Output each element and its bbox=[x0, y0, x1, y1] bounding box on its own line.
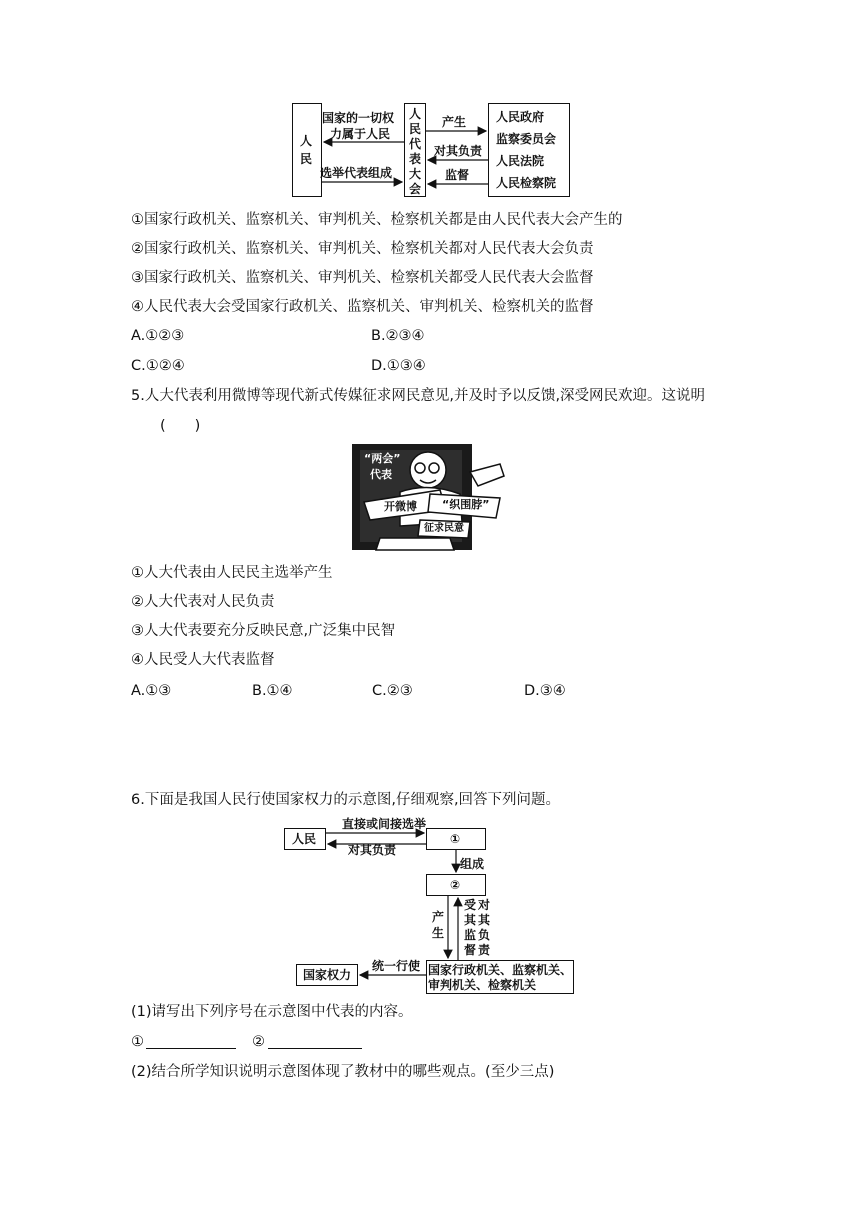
label-responsible: 对其负责 bbox=[434, 144, 483, 158]
q6-blank1-label: ① bbox=[131, 1034, 144, 1050]
q5-choice-c[interactable]: C.②③ bbox=[372, 683, 413, 699]
supervise-char-4: 督 bbox=[464, 943, 477, 957]
congress-char-3: 代 bbox=[409, 137, 422, 151]
responsible-char-3: 负 bbox=[478, 928, 491, 942]
label-direct-indirect-election: 直接或间接选举 bbox=[342, 817, 427, 831]
q5-choice-b[interactable]: B.①④ bbox=[252, 683, 293, 699]
label-power-belongs-1: 国家的一切权 bbox=[322, 111, 395, 125]
people-label-2: 人民 bbox=[292, 832, 317, 846]
q5-stem: 5.人大代表利用微博等现代新式传媒征求网民意见,并及时予以反馈,深受网民欢迎。这说明 bbox=[131, 388, 706, 404]
label-compose: 组成 bbox=[460, 857, 485, 871]
congress-char-2: 民 bbox=[409, 122, 422, 136]
q4-option-3: ③国家行政机关、监察机关、审判机关、检察机关都受人民代表大会监督 bbox=[131, 270, 594, 286]
organ-government: 人民政府 bbox=[496, 110, 545, 124]
organ-supervision: 监察委员会 bbox=[496, 132, 557, 146]
supervise-char-3: 监 bbox=[464, 928, 477, 942]
supervise-char-1: 受 bbox=[464, 898, 477, 912]
produce-char-2: 生 bbox=[432, 926, 445, 940]
cartoon-label-deputy: 代表 bbox=[370, 468, 392, 481]
congress-char-5: 大 bbox=[409, 167, 422, 181]
organ-court: 人民法院 bbox=[496, 154, 545, 168]
organ-procuratorate: 人民检察院 bbox=[496, 176, 557, 190]
q4-option-1: ①国家行政机关、监察机关、审判机关、检察机关都是由人民代表大会产生的 bbox=[131, 212, 623, 228]
cartoon-label-weave-scarf: “织围脖” bbox=[442, 498, 490, 511]
people-char-2: 民 bbox=[300, 152, 313, 166]
q6-blank1-line[interactable] bbox=[146, 1048, 236, 1049]
q5-answer-paren: ( ) bbox=[160, 418, 201, 434]
state-organs-line-2: 审判机关、检察机关 bbox=[428, 978, 537, 992]
box-1-label: ① bbox=[450, 832, 461, 846]
q5-option-4: ④人民受人大代表监督 bbox=[131, 652, 275, 668]
supervise-char-2: 其 bbox=[464, 913, 477, 927]
label-elect-deputies: 选举代表组成 bbox=[320, 166, 393, 180]
responsible-char-4: 责 bbox=[478, 943, 491, 957]
q6-blank2-label: ② bbox=[252, 1034, 265, 1050]
q6-blank2-line[interactable] bbox=[268, 1048, 362, 1049]
q5-option-2: ②人大代表对人民负责 bbox=[131, 594, 275, 610]
q6-sub2: (2)结合所学知识说明示意图体现了教材中的哪些观点。(至少三点) bbox=[131, 1064, 555, 1080]
state-power-label: 国家权力 bbox=[303, 968, 352, 982]
label-supervise: 监督 bbox=[445, 168, 470, 182]
cartoon-label-solicit: 征求民意 bbox=[424, 523, 464, 534]
state-organs-line-1: 国家行政机关、监察机关、 bbox=[428, 963, 573, 977]
q5-choice-a[interactable]: A.①③ bbox=[131, 683, 172, 699]
q6-sub1: (1)请写出下列序号在示意图中代表的内容。 bbox=[131, 1004, 413, 1020]
q6-stem: 6.下面是我国人民行使国家权力的示意图,仔细观察,回答下列问题。 bbox=[131, 792, 561, 808]
q5-choice-d[interactable]: D.③④ bbox=[524, 683, 566, 699]
congress-char-6: 会 bbox=[409, 182, 422, 196]
q4-choice-c[interactable]: C.①②④ bbox=[131, 358, 185, 374]
q4-option-4: ④人民代表大会受国家行政机关、监察机关、审判机关、检察机关的监督 bbox=[131, 299, 594, 315]
produce-char-1: 产 bbox=[432, 910, 445, 924]
q5-option-3: ③人大代表要充分反映民意,广泛集中民智 bbox=[131, 623, 396, 639]
label-unify-exercise: 统一行使 bbox=[372, 959, 421, 973]
cartoon-label-two-sessions: “两会” bbox=[364, 452, 401, 465]
q4-choice-a[interactable]: A.①②③ bbox=[131, 328, 185, 344]
box-2-label: ② bbox=[450, 878, 461, 892]
cartoon-label-open-weibo: 开微博 bbox=[384, 500, 417, 513]
congress-char-1: 人 bbox=[409, 107, 422, 121]
q4-choice-b[interactable]: B.②③④ bbox=[371, 328, 425, 344]
q4-option-2: ②国家行政机关、监察机关、审判机关、检察机关都对人民代表大会负责 bbox=[131, 241, 594, 257]
q4-choice-d[interactable]: D.①③④ bbox=[371, 358, 426, 374]
label-produce: 产生 bbox=[442, 115, 467, 129]
q5-option-1: ①人大代表由人民民主选举产生 bbox=[131, 565, 333, 581]
people-char-1: 人 bbox=[300, 134, 313, 148]
responsible-char-2: 其 bbox=[478, 913, 491, 927]
responsible-char-1: 对 bbox=[478, 898, 491, 912]
label-power-belongs-2: 力属于人民 bbox=[330, 127, 391, 141]
label-responsible-to: 对其负责 bbox=[348, 843, 397, 857]
congress-char-4: 表 bbox=[409, 152, 422, 166]
